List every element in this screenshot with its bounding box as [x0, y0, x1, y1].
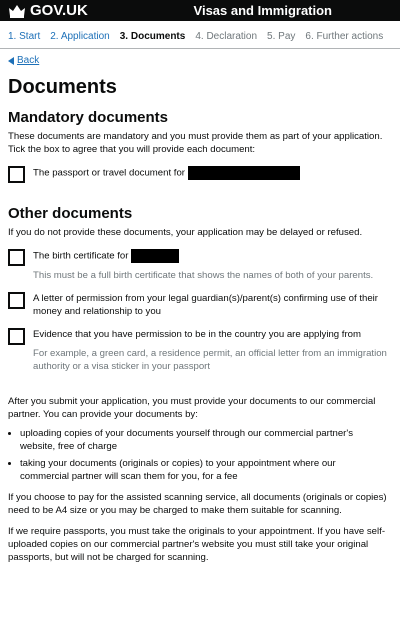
birth-certificate-label-text: The birth certificate for — [33, 250, 129, 262]
progress-steps — [0, 21, 400, 49]
checkbox-item-birth-certificate[interactable] — [8, 249, 392, 282]
list-item: • taking your documents (originals or copies) to your appointment where our commercial partner will scan them for you, for a fee — [20, 457, 384, 483]
step-documents: 3. Documents — [119, 31, 186, 42]
after-submit-text: After you submit your application, you must provide your documents to our commercial partner. You can provide your documents by: — [8, 396, 376, 420]
redacted-name — [188, 166, 300, 180]
other-intro: If you do not provide these documents, your application may be delayed or refused. — [8, 227, 363, 238]
birth-certificate-hint: This must be a full birth certificate that shows the names of both of your parents. — [33, 270, 374, 281]
checkbox-item-letter-permission[interactable] — [8, 292, 392, 318]
mandatory-intro: These documents are mandatory and you must provide them as part of your application. Tick the box to agree that you will provide each document: — [8, 131, 383, 155]
mandatory-heading: Mandatory documents — [8, 109, 169, 126]
step-further-actions: 6. Further actions — [305, 31, 384, 42]
provide-documents-list — [20, 427, 384, 483]
scanning-text: If you choose to pay for the assisted scanning service, all documents (originals or copies) need to be A4 size or you may be charged to make them suitable for scanning. — [8, 492, 387, 516]
back-arrow-icon — [8, 57, 14, 65]
originals-text: If we require passports, you must take the originals to your appointment. If you have self-uploaded copies on our commercial partner's website you must still take your original passports, but will not be charged for scanning. — [8, 526, 386, 563]
other-heading: Other documents — [8, 205, 133, 222]
brand-text: GOV.UK — [30, 2, 88, 19]
checkbox-evidence-permission[interactable] — [8, 328, 25, 345]
page-title: Documents — [8, 76, 117, 98]
step-pay: 5. Pay — [267, 31, 296, 42]
checkbox-passport[interactable] — [8, 166, 25, 183]
checkbox-birth-certificate[interactable] — [8, 249, 25, 266]
site-header — [0, 0, 400, 21]
checkbox-item-passport[interactable] — [8, 166, 392, 183]
step-start[interactable]: 1. Start — [8, 31, 41, 42]
list-item: • uploading copies of your documents yourself through our commercial partner's website, free of charge — [20, 427, 384, 453]
checkbox-item-evidence-permission[interactable] — [8, 328, 392, 373]
step-declaration: 4. Declaration — [195, 31, 258, 42]
checkbox-label-passport — [33, 166, 300, 180]
back-link[interactable] — [0, 49, 400, 66]
evidence-permission-hint: For example, a green card, a residence permit, an official letter from an immigration authority or a visa sticker in your passport — [33, 348, 387, 372]
checkbox-letter-permission[interactable] — [8, 292, 25, 309]
back-label: Back — [17, 55, 40, 66]
govuk-logo[interactable] — [8, 2, 88, 19]
step-application[interactable]: 2. Application — [50, 31, 110, 42]
checkbox-label-birth-certificate — [33, 249, 373, 282]
evidence-permission-label-text: Evidence that you have permission to be in the country you are applying from — [33, 329, 361, 340]
letter-permission-label-text: A letter of permission from your legal guardian(s)/parent(s) confirming use of their money and relationship to you — [33, 293, 378, 317]
service-name[interactable]: Visas and Immigration — [193, 3, 332, 18]
crown-icon — [8, 4, 26, 18]
checkbox-label-evidence-permission — [33, 328, 392, 373]
passport-label-text: The passport or travel document for — [33, 167, 185, 179]
redacted-name — [131, 249, 179, 263]
